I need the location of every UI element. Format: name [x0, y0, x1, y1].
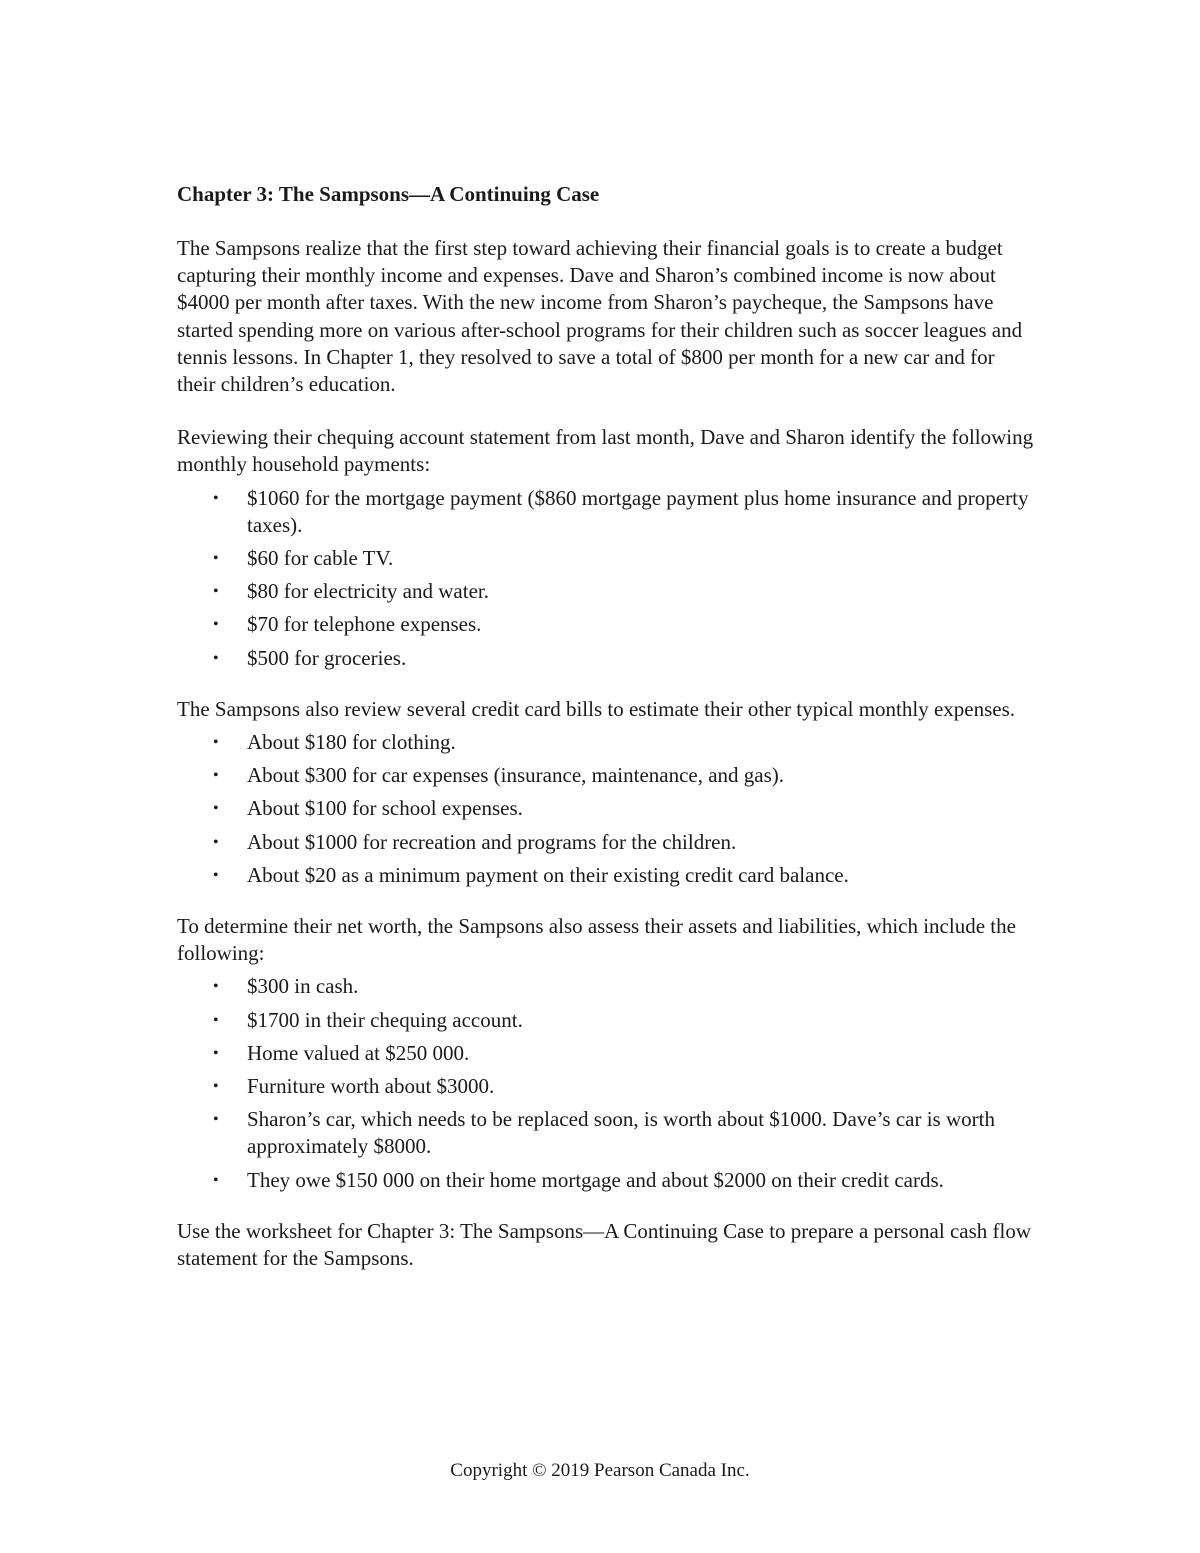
bullet-icon: • [213, 1011, 219, 1029]
page-title: Chapter 3: The Sampsons—A Continuing Case [177, 182, 600, 206]
bullet-icon: • [213, 978, 219, 996]
credit-lead: The Sampsons also review several credit card bills to estimate their other typical monthly expenses. [177, 696, 1016, 721]
credit-list [177, 729, 1037, 889]
bullet-icon: • [213, 800, 219, 818]
networth-lead: To determine their net worth, the Sampsons also assess their assets and liabilities, which include the following: [177, 914, 1016, 966]
networth-list [177, 973, 1037, 1193]
list-item: • $1060 for the mortgage payment ($860 mortgage payment plus home insurance and property taxes). [213, 485, 1029, 537]
bullet-icon: • [213, 550, 219, 568]
document-body [177, 180, 1037, 1298]
list-item: • Home valued at $250 000. [177, 1040, 1037, 1067]
copyright-footer: Copyright © 2019 Pearson Canada Inc. [450, 1460, 750, 1481]
list-item: • $1700 in their chequing account. [177, 1007, 1037, 1034]
list-item: • About $1000 for recreation and programs for the children. [177, 829, 1037, 856]
bullet-icon: • [213, 616, 219, 634]
list-item: • About $20 as a minimum payment on their existing credit card balance. [177, 862, 1037, 889]
list-item: • Furniture worth about $3000. [177, 1073, 1037, 1100]
bullet-icon: • [213, 1171, 219, 1189]
list-item: • $60 for cable TV. [177, 545, 1037, 572]
intro-paragraph: The Sampsons realize that the first step toward achieving their financial goals is to create a budget capturing their monthly income and expenses. Dave and Sharon’s combined income is now about $4000 per month after taxes. With the new income from Sharon’s paycheque, the Sampsons have started spending more on various after-school programs for their children such as soccer leagues and tennis lessons. In Chapter 1, they resolved to save a total of $800 per month for a new car and for their children’s education. [177, 236, 1023, 397]
list-item: • Sharon’s car, which needs to be replaced soon, is worth about $1000. Dave’s car is worth approximately $8000. [213, 1107, 995, 1159]
bullet-icon: • [213, 833, 219, 851]
list-item: • They owe $150 000 on their home mortgage and about $2000 on their credit cards. [177, 1167, 1037, 1194]
list-item: • About $100 for school expenses. [177, 795, 1037, 822]
list-item: • $300 in cash. [177, 973, 1037, 1000]
list-item: • $500 for groceries. [177, 645, 1037, 672]
bullet-icon: • [213, 1078, 219, 1096]
bullet-icon: • [213, 1111, 219, 1129]
list-item: • $80 for electricity and water. [177, 578, 1037, 605]
household-list [177, 485, 1037, 672]
bullet-icon: • [213, 767, 219, 785]
bullet-icon: • [213, 649, 219, 667]
list-item: • $70 for telephone expenses. [177, 611, 1037, 638]
list-item: • About $300 for car expenses (insurance, maintenance, and gas). [177, 762, 1037, 789]
closing-paragraph: Use the worksheet for Chapter 3: The Sampsons—A Continuing Case to prepare a personal cash flow statement for the Sampsons. [177, 1218, 1032, 1271]
bullet-icon: • [213, 866, 219, 884]
list-item: • About $180 for clothing. [177, 729, 1037, 756]
bullet-icon: • [213, 734, 219, 752]
household-lead: Reviewing their chequing account statement from last month, Dave and Sharon identify the following monthly household payments: [177, 425, 1034, 477]
bullet-icon: • [213, 489, 219, 507]
bullet-icon: • [213, 583, 219, 601]
bullet-icon: • [213, 1044, 219, 1062]
